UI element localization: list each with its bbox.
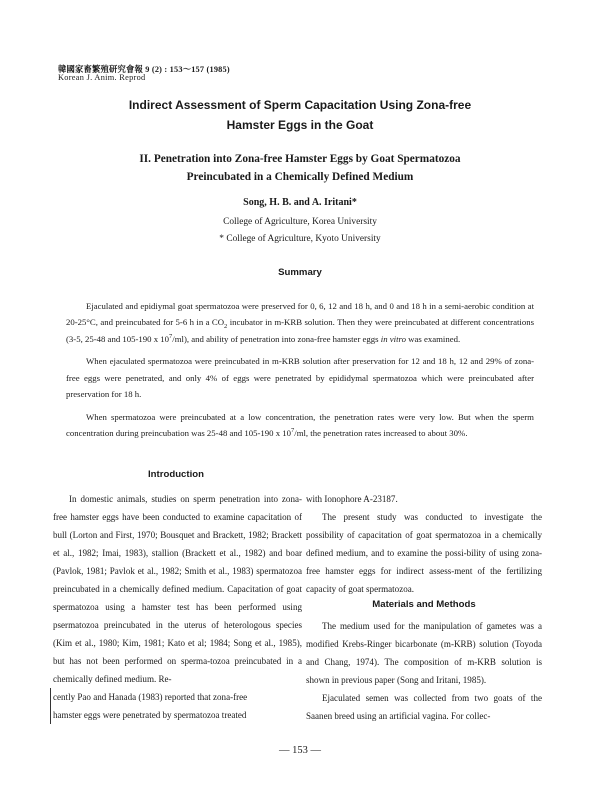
methods-body [306, 617, 542, 725]
introduction-paragraph-2: The present study was conducted to investigate the possibility of capacitation of goat spermatozoa in a chemically defined medium, and to examine the possi-bility of using zona-free hamster eggs for indirect assess-ment of the fertilizing capacity of goat spermatozoa. [306, 512, 542, 594]
methods-heading: Materials and Methods [372, 599, 476, 610]
introduction-heading: Introduction [148, 469, 204, 480]
title-line-2: Hamster Eggs in the Goat [226, 118, 374, 132]
summary-paragraph-2: When ejaculated spermatozoa were preincubated in m-KRB solution after preservation for 12 and 18 h, 12 and 29% of zona-free eggs were penetrated, and only 4% of eggs were penetrated by epididymal spermatozoa which were preincubated after preservation for 18 h. [66, 356, 534, 400]
methods-paragraph-2: Ejaculated semen was collected from two goats of the Saanen breed using an artificial vagina. For collec- [306, 693, 542, 721]
title-line-1: Indirect Assessment of Sperm Capacitation Using Zona-free [128, 98, 472, 112]
summary-paragraph-3: When spermatozoa were preincubated at a low concentration, the penetration rates were very low. But when the sperm concentration during preincubation was 25-48 and 105-190 x $10^7/ml$, the penetration rates increased to about 30%. [66, 411, 534, 439]
methods-paragraph-1: The medium used for the manipulation of gametes was a modified Krebs-Ringer bicarbonate (m-KRB) solution (Toyoda and Chang, 1974). The composition of m-KRB solution is shown in previous paper (Song and Iritani, 1985). [306, 621, 542, 685]
journal-citation: 韓國家畜繁殖研究會報 9 (2) : 153～157 (1985) [58, 65, 230, 74]
introduction-right-column [306, 490, 542, 598]
introduction-continuation: with Ionophore A-23187. [306, 494, 398, 504]
summary-paragraph-1: Ejaculated and epidiymal goat spermatozoa were preserved for 0, 6, 12 and 18 h, and 0 and 18 h in a semi-aerobic condition at 20-25°C, and preincubated for 5-6 h in a $CO_2$ incubator in m-KRB solution. Then they were preincubated at different concentrations (3-5, 25-48 and 105-190 x $10^7/ml$), and ability of penetration into zona-free hamster eggs in vitro was examined. [66, 301, 535, 344]
introduction-bracket-line-2: hamster eggs were penetrated by spermatozoa treated [50, 706, 302, 724]
paper-subtitle [60, 150, 540, 186]
page-number: — 153 — [279, 745, 321, 756]
subtitle-line-2: Preincubated in a Chemically Defined Medium [186, 171, 414, 183]
affiliation-kyoto: * College of Agriculture, Kyoto University [219, 234, 381, 244]
authors: Song, H. B. and A. Iritani* [243, 197, 357, 208]
introduction-paragraph-1: In domestic animals, studies on sperm penetration into zona-free hamster eggs have been conducted to examine capacitation of bull (Lorton and First, 1970; Bousquet and Brackett, 1982; Brackett et al., 1982; Imai, 1983), stallion (Brackett et al., 1982) and boar (Pavlok, 1981; Pavlok et al., 1982; Smith et al., 1983) spermatozoa preincubated in a chemically defined medium. Capacitation of goat spermatozoa using a hamster test has been performed using psermatozoa preincubated in the uterus of heterologous species (Kim et al., 1980; Kim, 1981; Kato et al; 1984; Song et al., 1985), but has not been performed on sperma-tozoa preincubated in a chemically defined medium. Re- [53, 494, 302, 684]
introduction-bracket-line-1: cently Pao and Hanada (1983) reported that zona-free [50, 688, 302, 706]
summary-body [66, 298, 534, 448]
summary-heading: Summary [278, 267, 322, 278]
journal-abbreviation: Korean J. Anim. Reprod [58, 73, 146, 82]
introduction-left-column [53, 490, 302, 724]
affiliation-korea: College of Agriculture, Korea University [223, 217, 377, 227]
paper-title [60, 95, 540, 135]
subtitle-line-1: II. Penetration into Zona-free Hamster Eggs by Goat Spermatozoa [139, 153, 461, 165]
